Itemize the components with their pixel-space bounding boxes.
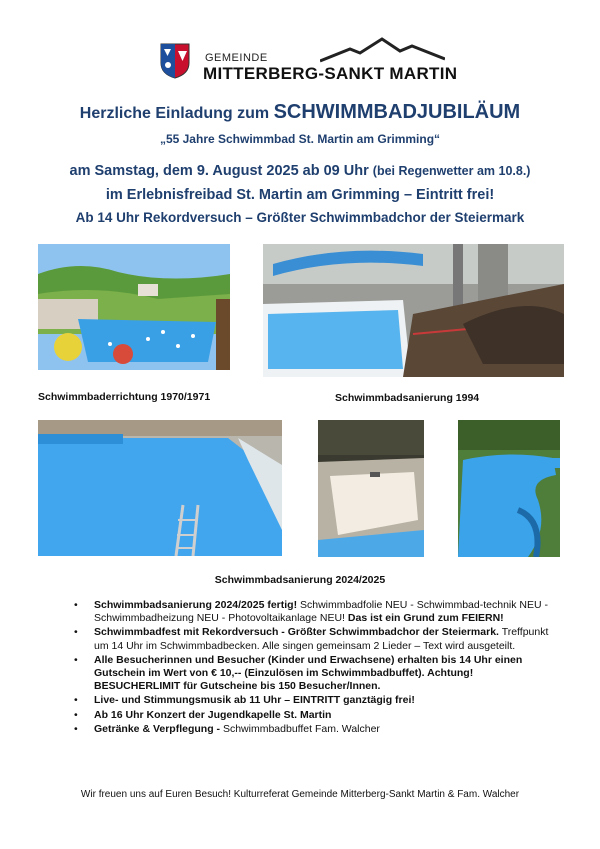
bullet-bold-text: Schwimmbadsanierung 2024/2025 fertig! bbox=[94, 599, 298, 611]
list-item bbox=[74, 694, 554, 707]
date-note: (bei Regenwetter am 10.8.) bbox=[372, 164, 531, 178]
bullet-bold-text: Schwimmbadfest mit Rekordversuch - Größter Schwimmbadchor der Steiermark. bbox=[94, 626, 499, 639]
bullet-text: Treffpunkt um 14 Uhr im Schwimmbadbecken. Alle singen gemeinsam 2 Lieder – Text wird ausgeteilt. bbox=[94, 626, 549, 652]
list-item bbox=[74, 709, 554, 722]
footer-text: Wir freuen uns auf Euren Besuch! Kulturreferat Gemeinde Mitterberg-Sankt Martin & Fam. Walcher bbox=[80, 789, 520, 800]
bullet-bold-text: Getränke & Verpflegung - bbox=[94, 722, 221, 735]
photo-pool-renovation-2025-a bbox=[38, 420, 282, 556]
bullet-bold-tail: Das ist ein Grund zum FEIERN! bbox=[347, 612, 504, 625]
title-highlight: SCHWIMMBADJUBILÄUM bbox=[273, 101, 521, 123]
bullet-text: Schwimmbadfolie NEU - Schwimmbad-technik NEU - Schwimmbadheizung NEU - Photovoltaikanlage NEU! bbox=[94, 599, 548, 625]
list-item bbox=[74, 626, 554, 652]
list-item bbox=[74, 599, 554, 625]
coat-of-arms-icon bbox=[160, 43, 190, 79]
caption-1994: Schwimmbadsanierung 1994 bbox=[335, 392, 480, 404]
record-line: Ab 14 Uhr Rekordversuch – Größter Schwimmbadchor der Steiermark bbox=[75, 210, 525, 225]
list-item bbox=[74, 654, 554, 694]
bullet-icon: • bbox=[74, 626, 78, 639]
mountain-logo-icon bbox=[320, 37, 445, 63]
bullet-icon: • bbox=[74, 599, 78, 611]
date-main: am Samstag, dem 9. August 2025 ab 09 Uhr bbox=[69, 163, 369, 179]
event-highlights-list bbox=[74, 599, 554, 737]
photo-pool-construction-1970 bbox=[38, 244, 230, 370]
photo-pool-renovation-2025-b bbox=[318, 420, 424, 557]
bullet-icon: • bbox=[74, 653, 78, 666]
bullet-text: Schwimmbadbuffet Fam. Walcher bbox=[222, 722, 380, 735]
logo-small-text: GEMEINDE bbox=[205, 52, 268, 64]
bullet-icon: • bbox=[74, 722, 78, 735]
bullet-icon: • bbox=[74, 694, 78, 707]
location-line: im Erlebnisfreibad St. Martin am Grimming – Eintritt frei! bbox=[105, 187, 495, 203]
page-title bbox=[0, 101, 600, 124]
photo-pool-renovation-1994 bbox=[263, 244, 564, 377]
date-line bbox=[0, 163, 600, 179]
list-item bbox=[74, 723, 554, 736]
logo-municipality-name: MITTERBERG-SANKT MARTIN bbox=[203, 64, 458, 83]
photo-pool-renovation-2025-c bbox=[458, 420, 560, 557]
bullet-bold-text: Alle Besucherinnen und Besucher (Kinder und Erwachsene) erhalten bis 14 Uhr einen Gutschein im Wert von € 10,-- (Einzulösen im Schwimmbadbuffet). Achtung! BESUCHERLIMIT für Gutscheine bis 150 Besucher/Innen. bbox=[94, 653, 523, 693]
bullet-bold-text: Ab 16 Uhr Konzert der Jugendkapelle St. Martin bbox=[94, 708, 332, 721]
caption-1970: Schwimmbaderrichtung 1970/1971 bbox=[38, 391, 211, 403]
caption-2025: Schwimmbadsanierung 2024/2025 bbox=[214, 574, 386, 586]
bullet-bold-text: Live- und Stimmungsmusik ab 11 Uhr – EINTRITT ganztägig frei! bbox=[94, 694, 415, 707]
bullet-icon: • bbox=[74, 708, 78, 721]
page-subtitle: „55 Jahre Schwimmbad St. Martin am Grimming“ bbox=[159, 132, 441, 146]
title-prefix: Herzliche Einladung zum bbox=[79, 105, 270, 122]
